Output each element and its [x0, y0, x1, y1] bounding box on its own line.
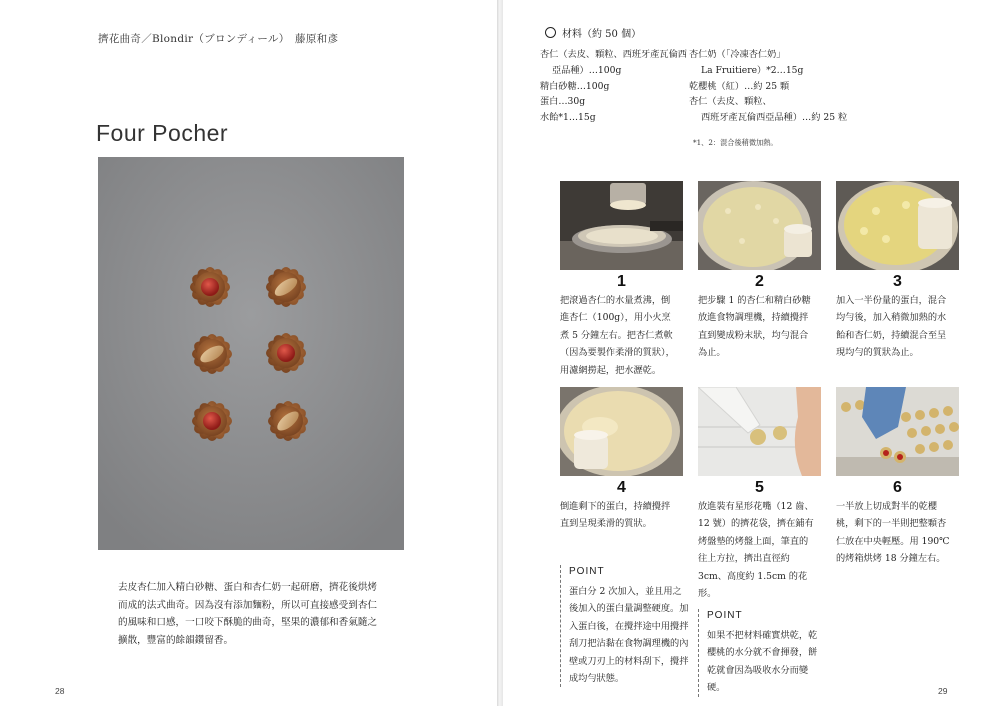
step-6-photo [836, 387, 959, 476]
step-5-text: 放進裝有星形花嘴（12 齒、12 號）的擠花袋，擠在鋪有烤盤墊的烤盤上面，筆直的往上方拉，擠出直徑約 3cm、高度約 1.5cm 的花形。 [698, 501, 814, 600]
ingredients-title: 材料（約 50 個） [562, 29, 642, 40]
point-box-2 [698, 609, 819, 697]
point-text: 蛋白分 2 次加入，並且用之後加入的蛋白量調整硬度。加入蛋白後，在攪拌途中用攪拌刮刀把沾黏在食物調理機的內壁或刀刃上的材料刮下，攪拌成均勻狀態。 [569, 586, 689, 685]
step-4-photo [560, 387, 683, 476]
ingredient-line: 杏仁（去皮、顆粒、 [689, 96, 772, 108]
point-title: POINT [707, 610, 743, 621]
page-number-right: 29 [938, 686, 948, 696]
point-title: POINT [569, 566, 605, 577]
ingredient-line: La Fruitiere）*2…15g [701, 64, 804, 76]
step-5-photo [698, 387, 821, 476]
ingredient-line: 杏仁奶（「冷凍杏仁奶」 [689, 49, 786, 60]
step-2-number: 2 [755, 273, 764, 290]
step-1-photo [560, 181, 683, 270]
right-page [503, 0, 1000, 706]
step-4-text: 倒進剩下的蛋白，持續攪拌直到呈現柔滑的質狀。 [560, 501, 671, 530]
left-page [0, 0, 497, 706]
cookie-photo [98, 157, 404, 550]
ingredients-list-2 [689, 47, 847, 126]
page-number-left: 28 [55, 686, 65, 696]
ingredient-line: 亞品種）…100g [552, 64, 622, 76]
step-1-text: 把滾過杏仁的水量煮沸，倒進杏仁（100g），用小火烹煮 5 分鐘左右。把杏仁煮軟（因為要製作柔滑的質狀），用濾網撈起，把水瀝乾。 [560, 295, 675, 376]
step-6-text: 一半放上切成對半的乾櫻桃，剩下的一半則把整顆杏仁放在中央輕壓。用 190℃的烤箱烘烤 18 分鐘左右。 [836, 501, 950, 565]
ingredient-line: 乾櫻桃（紅）…約 25 顆 [689, 80, 790, 92]
step-3-photo [836, 181, 959, 270]
circle-bullet-icon [545, 27, 556, 38]
point-box-1 [560, 565, 689, 687]
step-2-text: 把步驟 1 的杏仁和精白砂糖放進食物調理機，持續攪拌直到變成粉末狀，均勻混合為止。 [698, 295, 811, 359]
ingredients-list-1 [540, 47, 687, 126]
step-6-number: 6 [893, 479, 902, 496]
recipe-title: Four Pocher [96, 120, 229, 146]
step-3-number: 3 [893, 273, 902, 290]
ingredient-line: 西班牙產瓦倫西亞品種）…約 25 粒 [701, 112, 848, 124]
ingredients-heading [545, 25, 641, 40]
ingredient-line: 水飴*1…15g [540, 112, 596, 124]
step-1-number: 1 [617, 273, 626, 290]
page-header: 擠花曲奇／Blondir（ブロンディール） 藤原和彥 [98, 33, 339, 45]
step-2-photo [698, 181, 821, 270]
step-4-number: 4 [617, 479, 626, 496]
ingredients-note: *1、2：混合後稍微加熱。 [693, 138, 778, 147]
point-text: 如果不把材料確實烘乾，乾櫻桃的水分就不會揮發，餅乾就會因為吸收水分而變硬。 [707, 630, 818, 694]
cookie-photo-illustration [98, 157, 404, 550]
ingredient-line: 精白砂糖…100g [540, 80, 610, 92]
step-3-text: 加入一半份量的蛋白，混合均勻後，加入稍微加熱的水飴和杏仁奶，持續混合至呈現均勻的質狀為止。 [836, 295, 947, 359]
ingredient-line: 杏仁（去皮、顆粒、西班牙產瓦倫西 [540, 49, 687, 60]
recipe-description: 去皮杏仁加入精白砂糖、蛋白和杏仁奶一起研磨，擠花後烘烤而成的法式曲奇。因為沒有添加麵粉，所以可直接感受到杏仁的風味和口感，一口咬下酥脆的曲奇，堅果的濃郁和香氣隨之擴散，豐富的餘韻鑽留香。 [118, 582, 378, 646]
step-5-number: 5 [755, 479, 764, 496]
ingredient-line: 蛋白…30g [540, 96, 586, 108]
